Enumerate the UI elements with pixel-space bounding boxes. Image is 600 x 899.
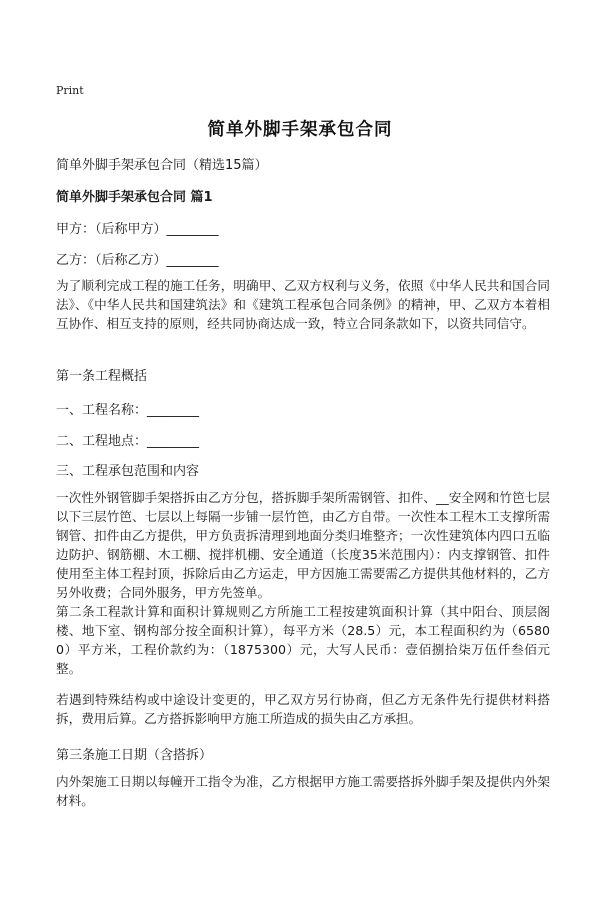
- schedule-paragraph: 内外架施工日期以每幢开工指令为准，乙方根据甲方施工需要搭拆外脚手架及提供内外架材料。: [56, 774, 550, 808]
- document-title: 简单外脚手架承包合同: [207, 120, 393, 140]
- project-name-line: 一、工程名称：________: [56, 403, 200, 418]
- special-structure-paragraph: 若遇到特殊结构或中途设计变更的，甲乙双方另行协商，但乙方无条件先行提供材料搭拆，费用后算。乙方搭拆影响甲方施工所造成的损失由乙方承担。: [56, 692, 550, 726]
- document-subtitle: 简单外脚手架承包合同（精选15篇）: [56, 158, 268, 173]
- article-1-heading: 第一条工程概括: [56, 369, 148, 384]
- party-a-line: 甲方：（后称甲方）________: [56, 222, 219, 237]
- article-3-heading: 第三条施工日期（含搭拆）: [56, 748, 213, 763]
- section-heading: 简单外脚手架承包合同 篇1: [56, 190, 213, 205]
- party-b-line: 乙方：（后称乙方）________: [56, 253, 219, 268]
- project-scope-heading: 三、工程承包范围和内容: [56, 464, 200, 479]
- project-location-line: 二、工程地点：________: [56, 434, 200, 449]
- scope-paragraph: 一次性外钢管脚手架搭拆由乙方分包，搭拆脚手架所需钢管、扣件、__安全网和竹笆七层以下三层竹笆、七层以上每隔一步铺一层竹笆，由乙方自带。一次性本工程木工支撑所需钢管、扣件由乙方提供，甲方负责拆清理到地面分类归堆整齐；一次性建筑体内四口五临边防护、钢筋棚、木工棚、搅拌机棚、安全通道（长度35米范围内）：内支撑钢管、扣件使用至主体工程封顶，拆除后由乙方运走，甲方因施工需要需乙方提供其他材料的，乙方另外收费；合同外服务，甲方先签单。: [56, 490, 550, 600]
- article-2-paragraph: 第二条工程款计算和面积计算规则乙方所施工工程按建筑面积计算（其中阳台、顶层阁楼、地下室、钢构部分按全面积计算），每平方米（28.5）元，本工程面积约为（65800）平方米，工程价款约为：（1875300）元，大写人民币：壹佰捌拾柒万伍仟叁佰元整。: [56, 604, 550, 676]
- intro-paragraph: 为了顺利完成工程的施工任务，明确甲、乙双方权利与义务，依照《中华人民共和国合同法》、《中华人民共和国建筑法》和《建筑工程承包合同条例》的精神，甲、乙双方本着相互协作、相互支持的原则，经共同协商达成一致，特立合同条款如下，以资共同信守。: [56, 278, 550, 331]
- print-label: Print: [56, 84, 84, 97]
